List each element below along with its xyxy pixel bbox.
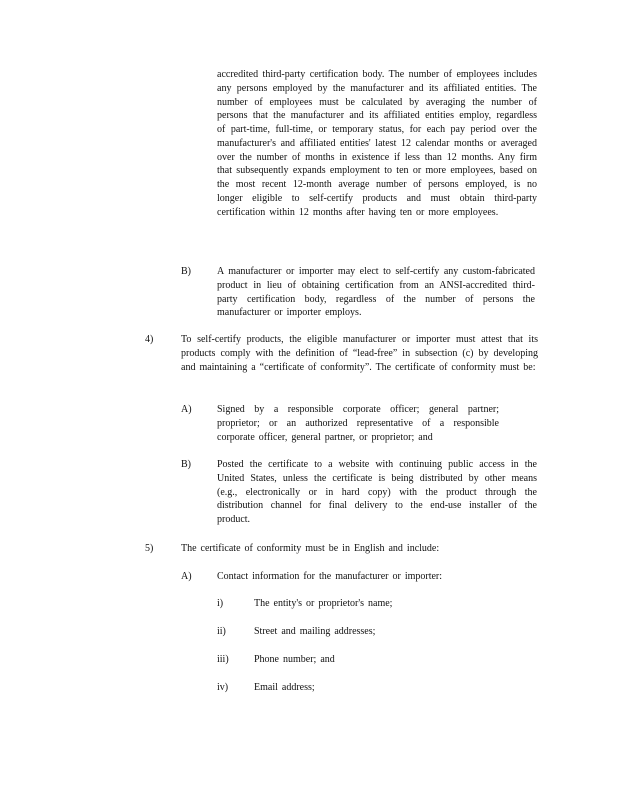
section-4-marker: 4) — [145, 334, 154, 345]
section-4-text: To self-certify products, the eligible manufacturer or importer must attest that its products comply with the definition of “lead-free” in subsection (c) by developing and maintaining a “certificate of conformity”. The certificate of conformity must be: — [181, 334, 538, 373]
continuation-paragraph: accredited third-party certification body. The number of employees includes any persons employed by the manufacturer and its affiliated entities. The number of employees must be calculated by averaging the number of persons that the manufacturer and its affiliated entities employ, regardless of part-time, full-time, or temporary status, for each pay period over the manufacturer's and affiliated entities' latest 12 calendar months or averaged over the number of months in existence if less than 12 months. Any firm that subsequently expands employment to ten or more employees, based on the most recent 12-month average number of persons employed, is no longer eligible to self-certify products and must obtain third-party certification within 12 months after having ten or more employees. — [217, 69, 537, 218]
subitem-iv-text: Email address; — [254, 682, 315, 693]
subitem-ii-marker: ii) — [217, 626, 226, 637]
subitem-i-text: The entity's or proprietor's name; — [254, 598, 393, 609]
item-5a-text: Contact information for the manufacturer or importer: — [217, 571, 443, 582]
item-4b-marker: B) — [181, 459, 191, 470]
subitem-iii-text: Phone number; and — [254, 654, 335, 665]
section-5-text: The certificate of conformity must be in English and include: — [181, 543, 440, 554]
subitem-iii-marker: iii) — [217, 654, 229, 665]
subitem-iv-marker: iv) — [217, 682, 229, 693]
subitem-i-marker: i) — [217, 598, 224, 609]
section-5-marker: 5) — [145, 543, 154, 554]
item-5a-marker: A) — [181, 571, 192, 582]
item-b-marker: B) — [181, 266, 191, 277]
item-b-text: A manufacturer or importer may elect to self-certify any custom-fabricated product in lieu of obtaining certification from an ANSI-accredited third-party certification body, regardless of the number of persons the manufacturer or importer employs. — [217, 266, 535, 319]
item-4a-marker: A) — [181, 404, 192, 415]
subitem-ii-text: Street and mailing addresses; — [254, 626, 376, 637]
item-4a-text: Signed by a responsible corporate officer; general partner; proprietor; or an authorized representative of a responsible corporate officer, general partner, or proprietor; and — [217, 404, 499, 443]
item-4b-text: Posted the certificate to a website with continuing public access in the United States, unless the certificate is being distributed by other means (e.g., electronically or in hard copy) with the product through the distribution channel for final delivery to the end-use installer of the product. — [217, 459, 537, 525]
